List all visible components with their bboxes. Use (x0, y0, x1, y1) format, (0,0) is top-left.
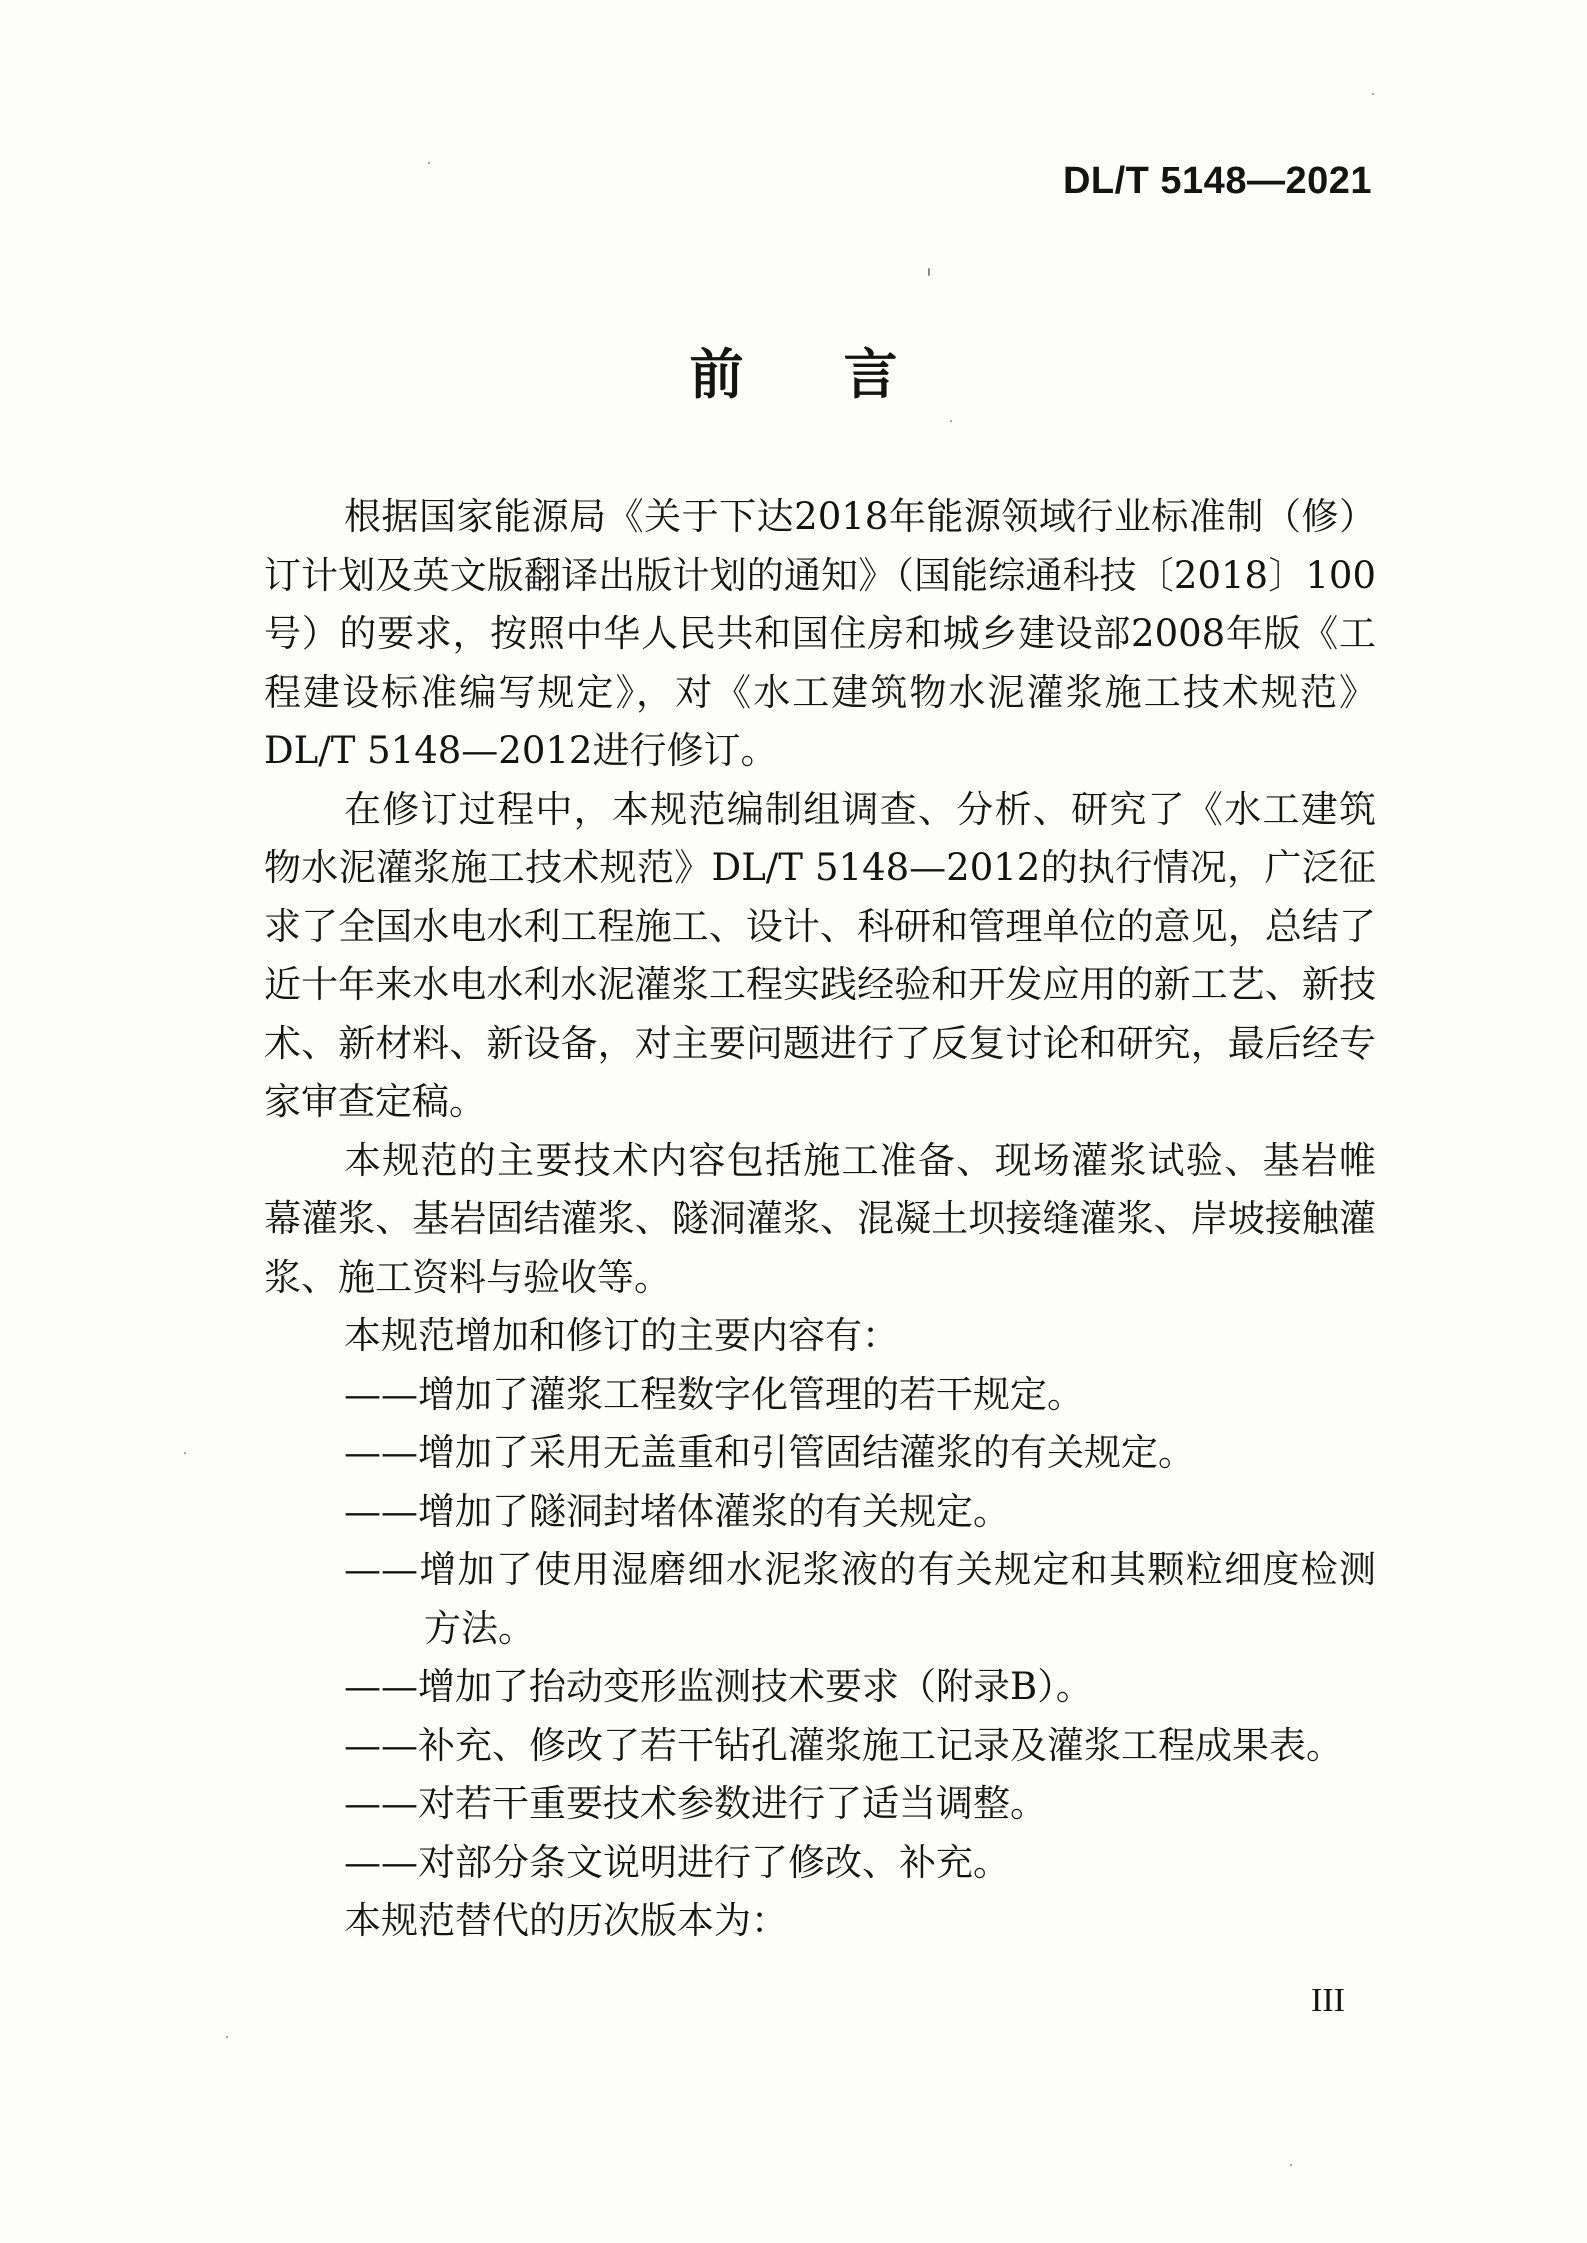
page-number: III (1311, 1982, 1345, 2019)
scan-speck (184, 1452, 186, 1454)
changes-intro: 本规范增加和修订的主要内容有： (344, 1314, 899, 1357)
superseded-intro: 本规范替代的历次版本为： (344, 1899, 788, 1942)
paragraph: 在修订过程中，本规范编制组调查、分析、研究了《水工建筑物水泥灌浆施工技术规范》DL/T 5148—2012的执行情况，广泛征求了全国水电水利工程施工、设计、科研和管理单位的意见，总结了近十年来水电水利水泥灌浆工程实践经验和开发应用的新工艺、新技术、新材料、新设备，对主要问题进行了反复讨论和研究，最后经专家审查定稿。 (264, 787, 1376, 1123)
list-item: ——增加了抬动变形监测技术要求（附录B）。 (344, 1665, 1093, 1708)
foreword-body (264, 488, 1376, 1951)
scan-speck (226, 2036, 228, 2038)
list-item: ——增加了使用湿磨细水泥浆液的有关规定和其颗粒细度检测方法。 (344, 1548, 1376, 1650)
scan-speck (1372, 93, 1374, 95)
scan-speck (428, 162, 430, 164)
scan-speck (1290, 2164, 1292, 2166)
list-item: ——增加了隧洞封堵体灌浆的有关规定。 (344, 1489, 1010, 1533)
list-item: ——对部分条文说明进行了修改、补充。 (344, 1840, 1010, 1884)
list-item: ——对若干重要技术参数进行了适当调整。 (344, 1782, 1047, 1825)
scan-speck (950, 420, 952, 422)
paragraph: 根据国家能源局《关于下达2018年能源领域行业标准制（修）订计划及英文版翻译出版计划的通知》（国能综通科技〔2018〕100号）的要求，按照中华人民共和国住房和城乡建设部2008年版《工程建设标准编写规定》，对《水工建筑物水泥灌浆施工技术规范》DL/T 5148—2012进行修订。 (264, 495, 1376, 772)
list-item: ——补充、修改了若干钻孔灌浆施工记录及灌浆工程成果表。 (344, 1723, 1343, 1767)
scan-speck (928, 268, 930, 276)
changes-list (264, 1366, 1376, 1893)
standard-code: DL/T 5148—2021 (1062, 160, 1372, 202)
list-item: ——增加了采用无盖重和引管固结灌浆的有关规定。 (344, 1431, 1195, 1474)
list-item: ——增加了灌浆工程数字化管理的若干规定。 (344, 1372, 1084, 1416)
page-title: 前言 (689, 343, 998, 406)
paragraph: 本规范的主要技术内容包括施工准备、现场灌浆试验、基岩帷幕灌浆、基岩固结灌浆、隧洞灌浆、混凝土坝接缝灌浆、岸坡接触灌浆、施工资料与验收等。 (264, 1138, 1376, 1299)
